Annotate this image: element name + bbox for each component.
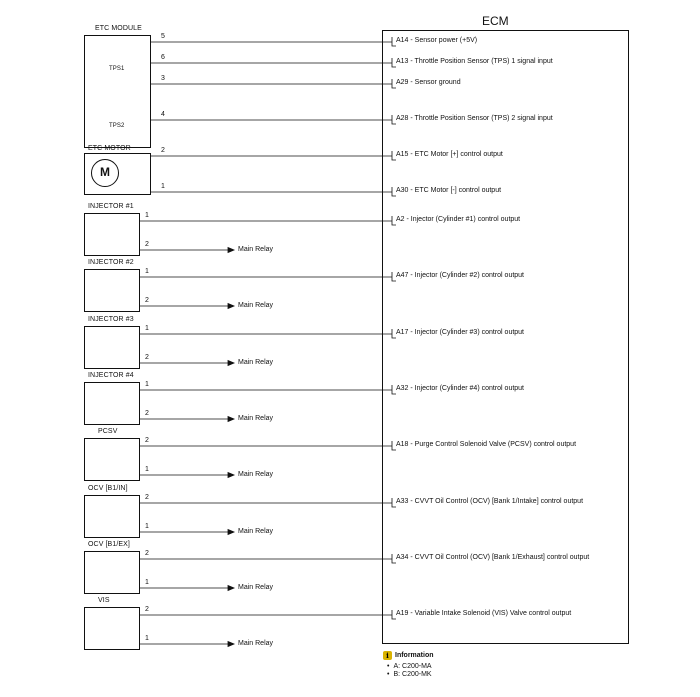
main-relay-label: Main Relay [238,359,274,366]
ecm-box [382,30,629,644]
pin-number: 1 [161,183,165,190]
pin-number: 3 [161,75,165,82]
ecm-pin-label: A19 - Variable Intake Solenoid (VIS) Valve control output [396,610,572,617]
pin-number: 1 [145,325,149,332]
info-icon: i [383,651,392,660]
actuator-box [84,326,140,369]
main-relay-arrow-icon [228,642,234,647]
main-relay-arrow-icon [228,586,234,591]
actuator-box [84,551,140,594]
ecm-pin-label: A29 - Sensor ground [396,79,461,86]
pin-number: 1 [145,466,149,473]
ecm-pin-label: A34 - CVVT Oil Control (OCV) [Bank 1/Exhaust] control output [396,554,590,561]
ecm-pin-label: A30 - ETC Motor [-] control output [396,187,502,194]
ecm-pin-label: A33 - CVVT Oil Control (OCV) [Bank 1/Intake] control output [396,498,584,505]
information-item: • B: C200-MK [387,671,434,678]
pin-number: 1 [145,635,149,642]
pin-number: 1 [145,579,149,586]
main-relay-label: Main Relay [238,528,274,535]
actuator-title: INJECTOR #1 [88,203,134,210]
pin-number: 2 [145,606,149,613]
actuator-title: OCV [B1/IN] [88,485,128,492]
motor-symbol: M [100,165,110,179]
main-relay-arrow-icon [228,248,234,253]
pin-number: 2 [145,241,149,248]
actuator-box [84,213,140,256]
pin-number: 2 [145,410,149,417]
information-note [383,651,434,679]
main-relay-label: Main Relay [238,584,274,591]
pin-number: 6 [161,54,165,61]
pin-number: 2 [161,147,165,154]
ecm-pin-label: A18 - Purge Control Solenoid Valve (PCSV) control output [396,441,577,448]
etc-motor-title: ETC MOTOR [88,145,131,152]
actuator-box [84,382,140,425]
information-item: • A: C200-MA [387,663,434,670]
main-relay-label: Main Relay [238,471,274,478]
main-relay-label: Main Relay [238,640,274,647]
main-relay-label: Main Relay [238,415,274,422]
actuator-title: PCSV [98,428,118,435]
pin-number: 5 [161,33,165,40]
ecm-pin-label: A47 - Injector (Cylinder #2) control output [396,272,525,279]
pin-number: 1 [145,268,149,275]
etc-module-box [84,35,151,148]
actuator-box [84,495,140,538]
ecm-pin-label: A2 - Injector (Cylinder #1) control output [396,216,521,223]
information-title: Information [395,652,434,659]
ecm-pin-label: A28 - Throttle Position Sensor (TPS) 2 signal input [396,115,553,122]
actuator-title: VIS [98,597,110,604]
actuator-title: INJECTOR #2 [88,259,134,266]
ecm-pin-label: A32 - Injector (Cylinder #4) control output [396,385,525,392]
main-relay-arrow-icon [228,417,234,422]
ecm-pin-label: A17 - Injector (Cylinder #3) control output [396,329,525,336]
pin-number: 1 [145,212,149,219]
pin-number: 1 [145,523,149,530]
actuator-title: INJECTOR #3 [88,316,134,323]
actuator-title: INJECTOR #4 [88,372,134,379]
pin-number: 2 [145,297,149,304]
main-relay-label: Main Relay [238,302,274,309]
pin-number: 1 [145,381,149,388]
main-relay-arrow-icon [228,361,234,366]
actuator-box [84,607,140,650]
ecm-pin-label: A15 - ETC Motor [+] control output [396,151,503,158]
motor-icon [91,159,119,187]
main-relay-label: Main Relay [238,246,274,253]
ecm-pin-label: A13 - Throttle Position Sensor (TPS) 1 signal input [396,58,553,65]
pin-number: 2 [145,494,149,501]
actuator-box [84,438,140,481]
main-relay-arrow-icon [228,304,234,309]
main-relay-arrow-icon [228,530,234,535]
pin-number: 2 [145,354,149,361]
actuator-title: OCV [B1/EX] [88,541,130,548]
pin-number: 2 [145,550,149,557]
actuator-box [84,269,140,312]
etc-module-title: ETC MODULE [95,25,142,32]
information-list [387,663,434,678]
pin-number: 4 [161,111,165,118]
ecm-pin-label: A14 - Sensor power (+5V) [396,37,478,44]
tps2-label: TPS2 [109,123,125,129]
main-relay-arrow-icon [228,473,234,478]
tps1-label: TPS1 [109,66,125,72]
ecm-title: ECM [482,14,509,28]
pin-number: 2 [145,437,149,444]
